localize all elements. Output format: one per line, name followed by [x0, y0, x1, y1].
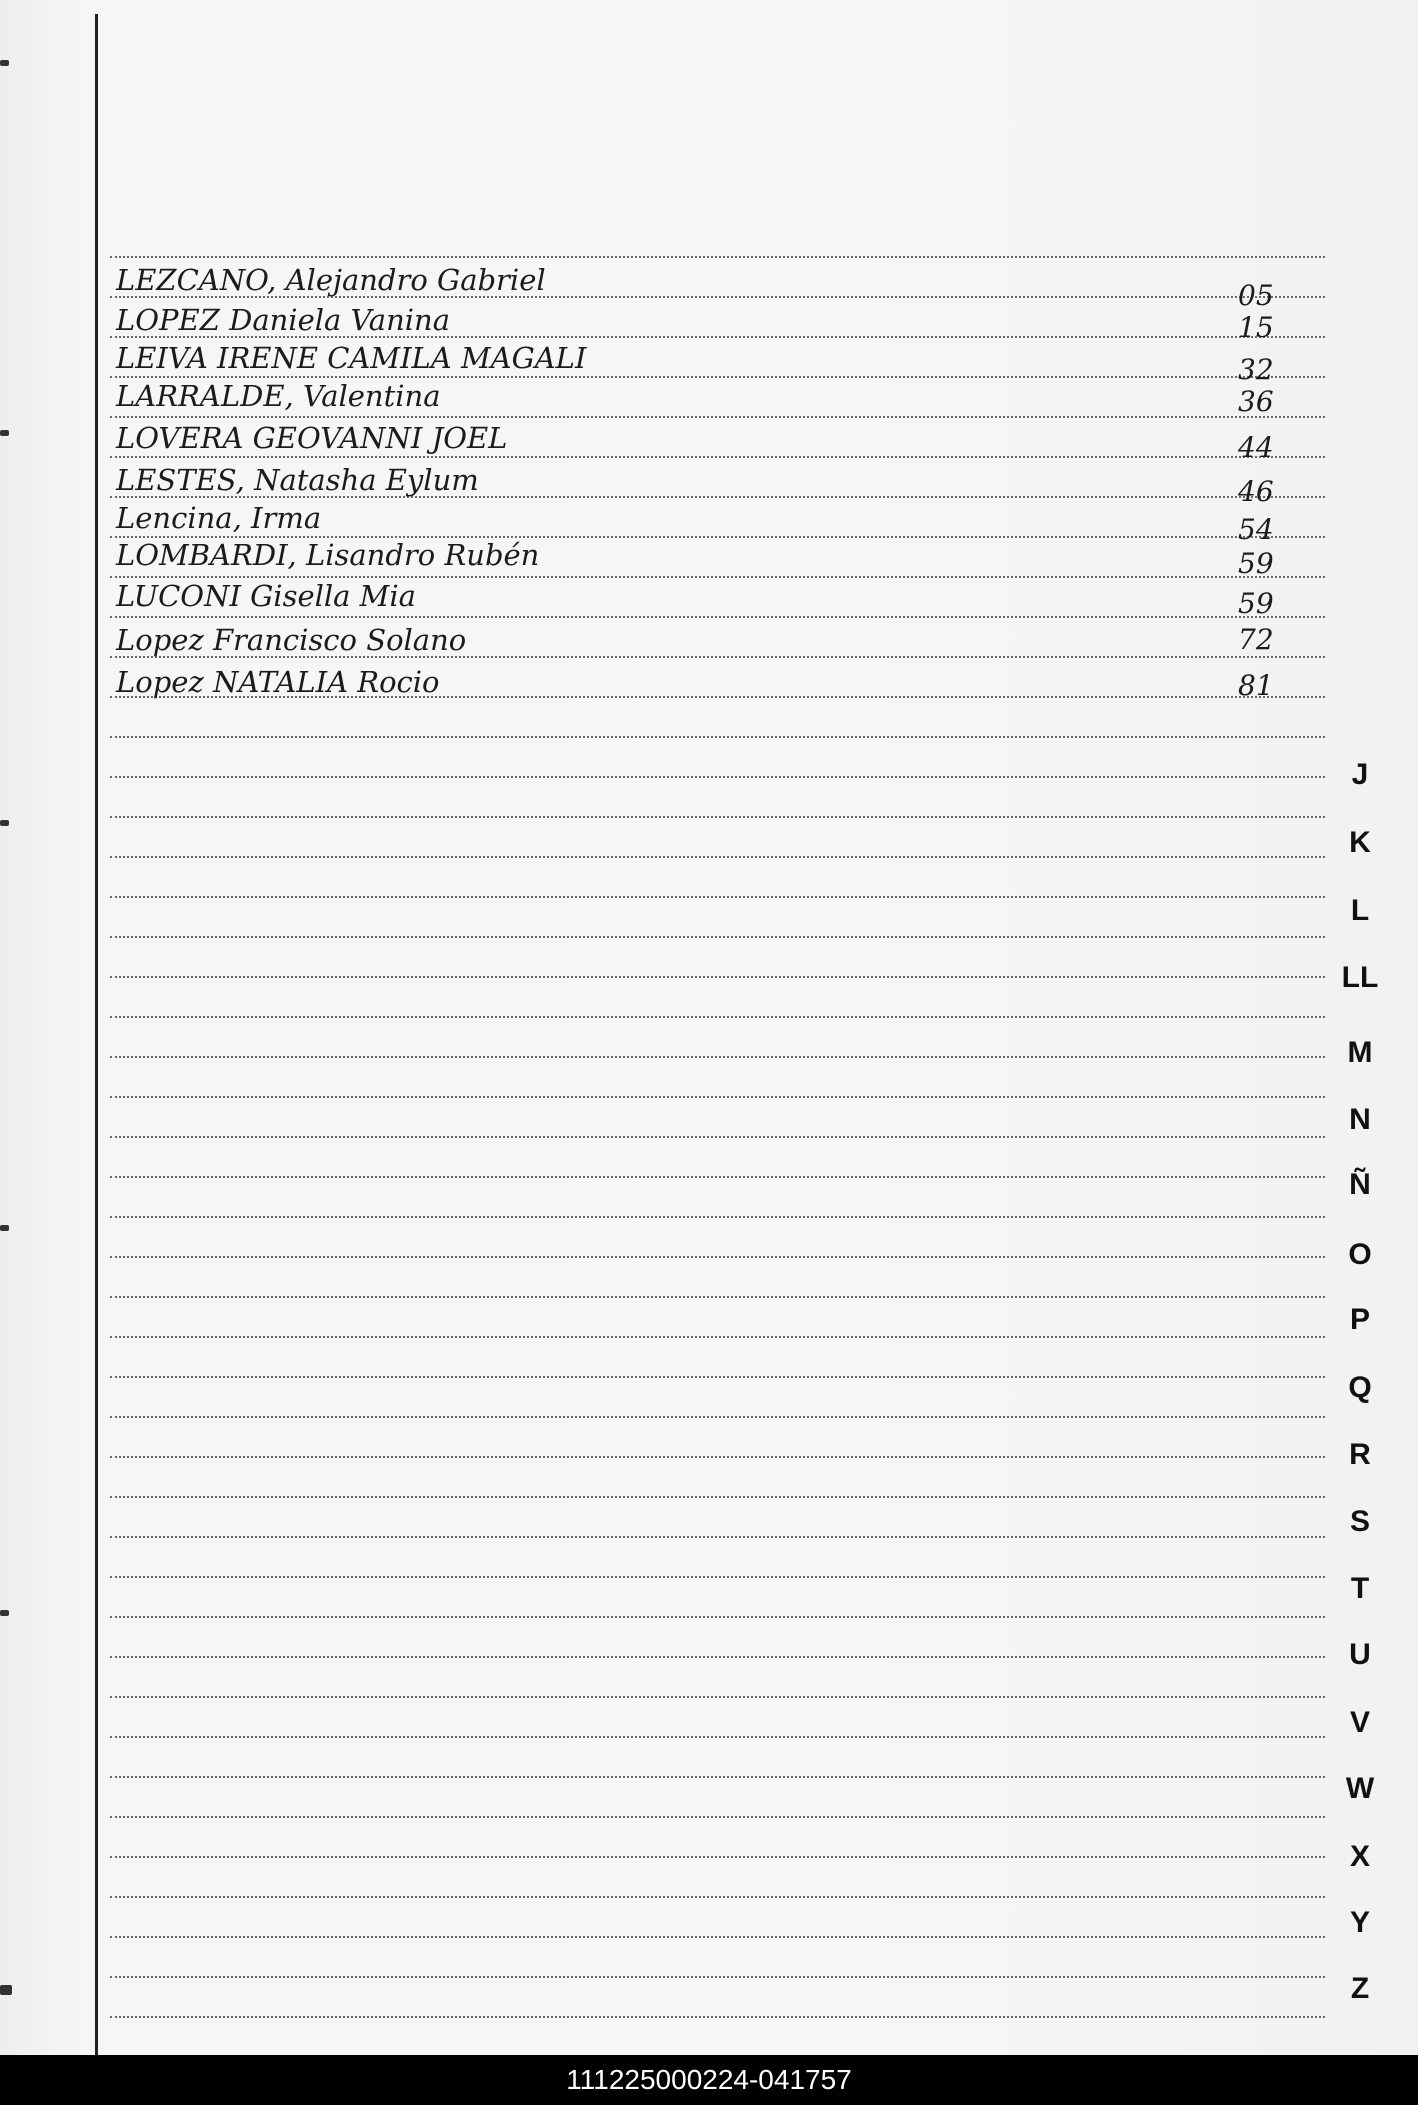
entry-name: Lopez Francisco Solano [116, 623, 467, 657]
ruled-line [110, 1016, 1325, 1018]
entry-name: Lencina, Irma [116, 501, 322, 535]
ruled-line [110, 1136, 1325, 1138]
ruled-line [110, 1056, 1325, 1058]
index-letter-enie: Ñ [1349, 1168, 1371, 1201]
entry-name: LESTES, Natasha Eylum [116, 463, 479, 497]
index-letter-y: Y [1349, 1906, 1370, 1939]
index-letter-q: Q [1348, 1371, 1372, 1404]
ruled-line [110, 1576, 1325, 1578]
index-letter-z: Z [1350, 1972, 1370, 2005]
ruled-line [110, 1216, 1325, 1218]
edge-mark [0, 820, 9, 826]
ruled-line [110, 1616, 1325, 1618]
ruled-line [110, 1736, 1325, 1738]
margin-line [95, 14, 98, 2055]
ruled-line [110, 1656, 1325, 1658]
edge-mark [0, 1985, 12, 1995]
index-letter-r: R [1349, 1438, 1371, 1471]
ruled-line [110, 976, 1325, 978]
document-code: 111225000224-041757 [566, 2064, 852, 2095]
ruled-line [110, 1416, 1325, 1418]
entry-page-number: 46 [1238, 475, 1274, 508]
entry-name: LOMBARDI, Lisandro Rubén [116, 538, 540, 572]
entry-name: LEZCANO, Alejandro Gabriel [116, 263, 546, 297]
entry-name: LEIVA IRENE CAMILA MAGALI [116, 341, 587, 375]
ruled-line [110, 856, 1325, 858]
index-letter-t: T [1350, 1572, 1370, 1605]
index-letter-x: X [1349, 1840, 1370, 1873]
entry-page-number: 36 [1238, 385, 1274, 418]
entry-page-number: 81 [1238, 669, 1274, 702]
ruled-line [110, 776, 1325, 778]
ruled-line [110, 616, 1325, 618]
entry-name: LARRALDE, Valentina [116, 379, 441, 413]
index-letter-v: V [1349, 1706, 1370, 1739]
ruled-line [110, 1496, 1325, 1498]
ruled-line [110, 816, 1325, 818]
ruled-line [110, 456, 1325, 458]
ruled-line [110, 1336, 1325, 1338]
entry-page-number: 72 [1238, 623, 1274, 656]
entry-page-number: 05 [1238, 279, 1274, 312]
entry-name: LOPEZ Daniela Vanina [116, 303, 451, 337]
index-letter-j: J [1351, 758, 1369, 791]
index-letter-ll: LL [1341, 961, 1379, 994]
ruled-line [110, 1256, 1325, 1258]
ruled-line [110, 1856, 1325, 1858]
ruled-line [110, 1176, 1325, 1178]
entry-name: Lopez NATALIA Rocio [116, 665, 440, 699]
index-letter-w: W [1345, 1772, 1375, 1805]
entry-page-number: 44 [1238, 431, 1274, 464]
edge-mark [0, 1225, 9, 1231]
ruled-line [110, 2016, 1325, 2018]
ruled-line [110, 256, 1325, 258]
entry-page-number: 54 [1238, 513, 1274, 546]
entry-name: LOVERA GEOVANNI JOEL [116, 421, 508, 455]
entry-page-number: 59 [1238, 587, 1274, 620]
index-letter-n: N [1349, 1103, 1371, 1136]
ruled-line [110, 1536, 1325, 1538]
entry-name: LUCONI Gisella Mia [116, 579, 416, 613]
ruled-line [110, 1776, 1325, 1778]
ruled-line [110, 1976, 1325, 1978]
ruled-line [110, 416, 1325, 418]
ruled-line [110, 1376, 1325, 1378]
ruled-line [110, 736, 1325, 738]
index-letter-p: P [1349, 1303, 1370, 1336]
index-letter-o: O [1348, 1238, 1372, 1271]
index-letter-s: S [1349, 1505, 1370, 1538]
edge-mark [0, 60, 9, 66]
edge-mark [0, 430, 9, 436]
entry-page-number: 15 [1238, 311, 1274, 344]
ruled-line [110, 896, 1325, 898]
ruled-line [110, 1896, 1325, 1898]
index-letter-l: L [1350, 894, 1370, 927]
ruled-line [110, 1096, 1325, 1098]
edge-mark [0, 1610, 9, 1616]
ruled-line [110, 936, 1325, 938]
ruled-line [110, 1456, 1325, 1458]
ruled-line [110, 1816, 1325, 1818]
scan-footer [0, 2055, 1418, 2105]
index-letter-u: U [1349, 1638, 1371, 1671]
entry-page-number: 59 [1238, 547, 1274, 580]
ruled-line [110, 1696, 1325, 1698]
index-letter-k: K [1349, 826, 1371, 859]
ruled-line [110, 1936, 1325, 1938]
index-letter-m: M [1347, 1036, 1373, 1069]
entry-page-number: 32 [1238, 353, 1274, 386]
ruled-line [110, 1296, 1325, 1298]
